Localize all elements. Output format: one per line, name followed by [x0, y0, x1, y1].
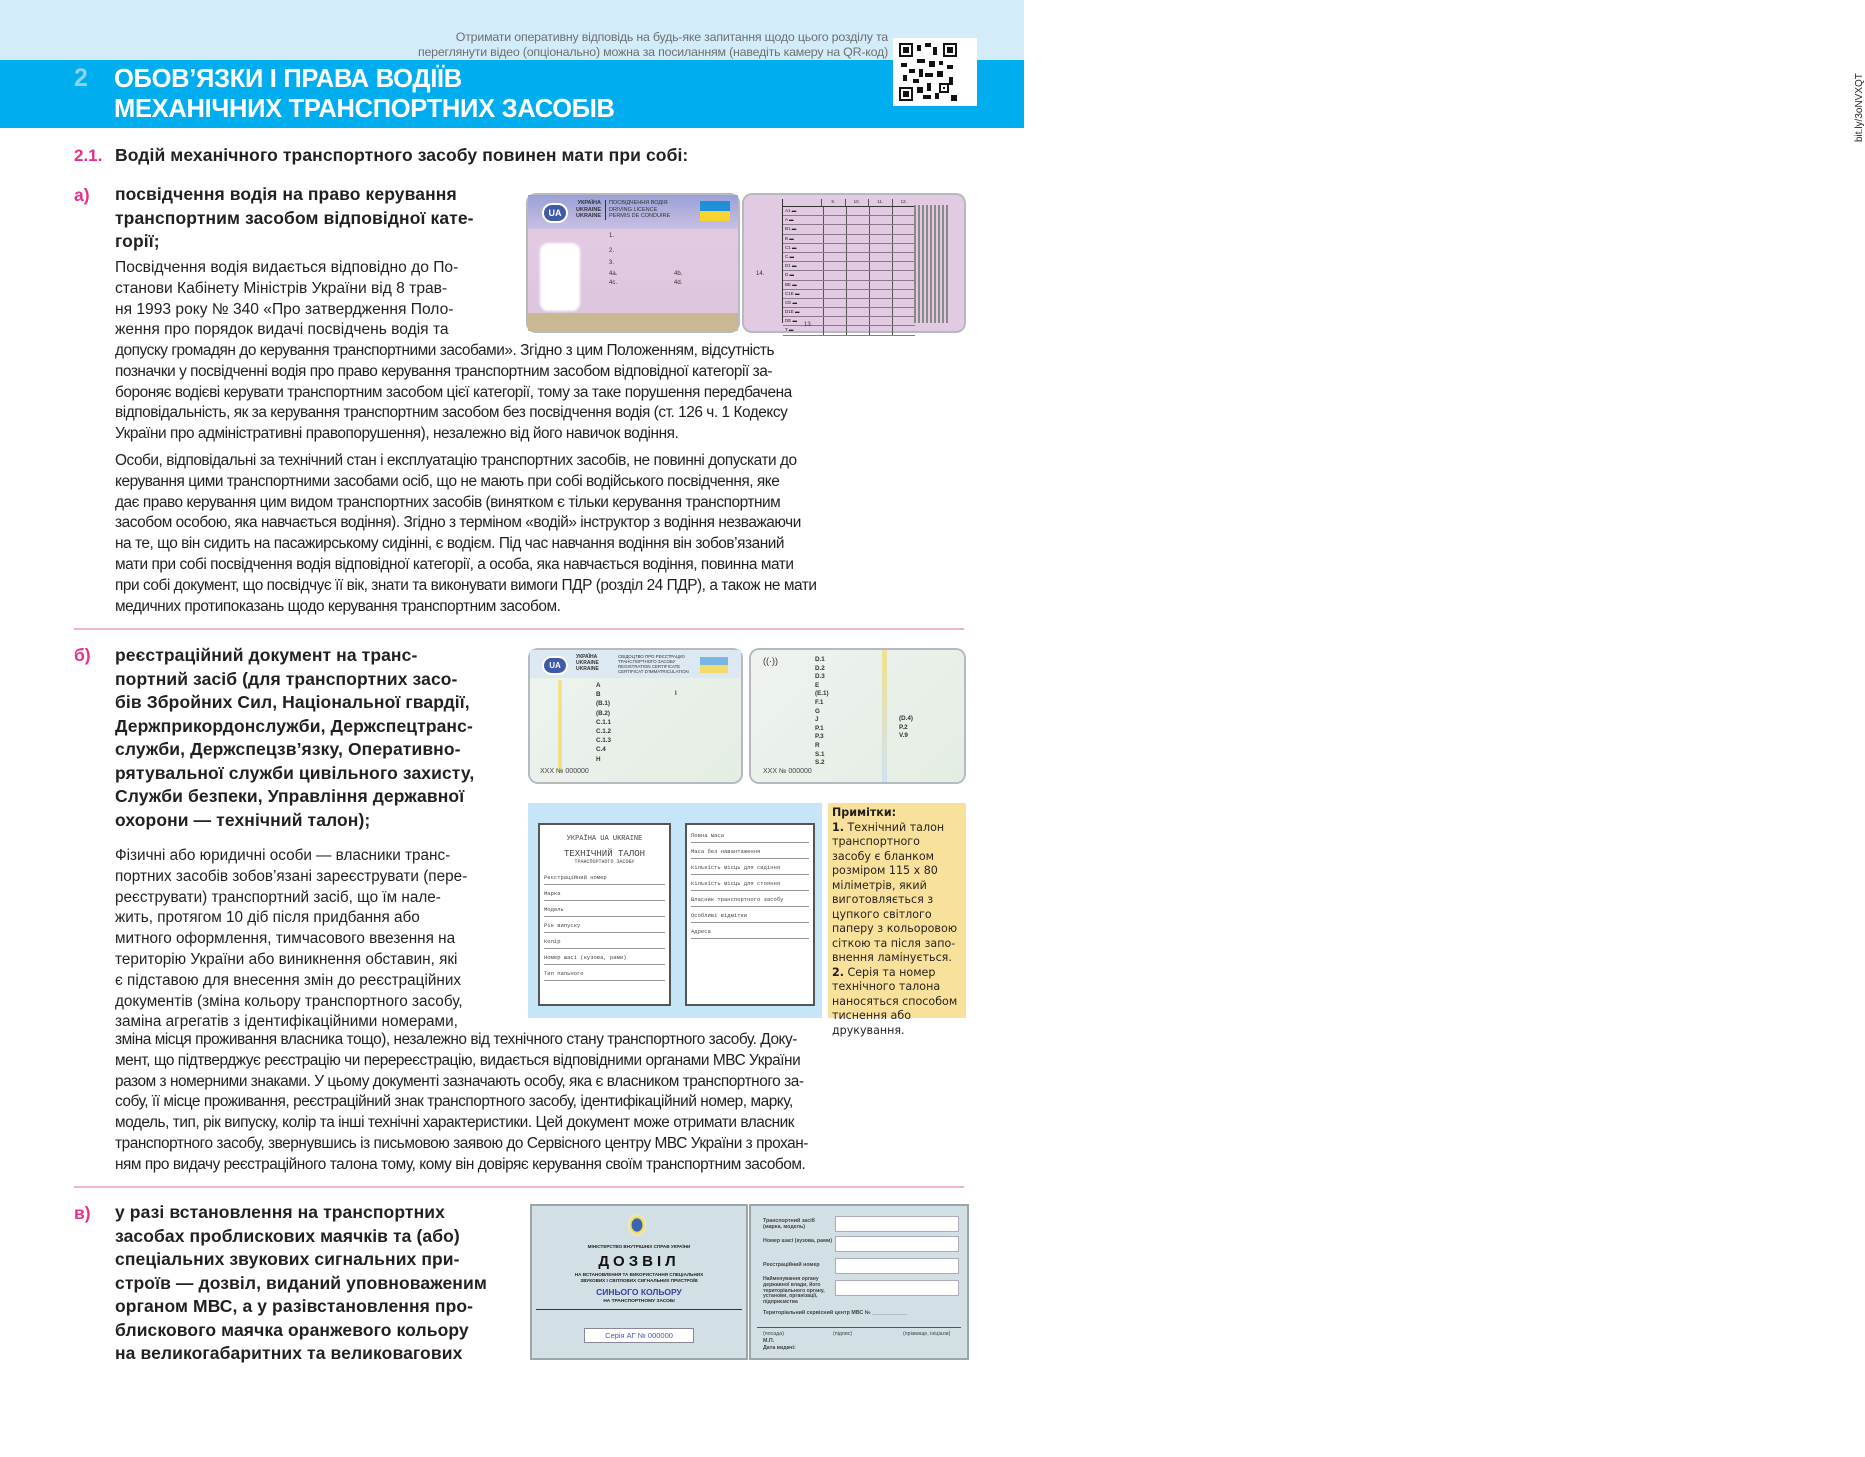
reg-yellow-stripe [558, 680, 562, 772]
permit-color: СИНЬОГО КОЛЬОРУ [596, 1287, 682, 1297]
licence-title: ПОСВІДЧЕННЯ ВОДІЯ DRIVING LICENCE PERMIS DE CONDUIRE [605, 200, 670, 220]
licence-category: T ▬ [785, 327, 794, 333]
reg-code: F.1 [815, 698, 824, 706]
licence-bottom-band [528, 313, 738, 331]
reg-code: P.1 [815, 724, 824, 732]
reg-code: J [815, 716, 819, 724]
licence-barcode-stripes [914, 205, 948, 323]
licence-category-table [782, 199, 915, 333]
item-c-heading: у разі встановлення на транспортних засобах проблискових маячків та (або) спеціальних звукових сигнальних при- строїв — дозвіл, виданий уповноваженим органом МВС, а у разівстановлення про- блискового маячка оранжевого кольору на великогабаритних та великовагових [115, 1202, 487, 1363]
police-emblem-icon [628, 1214, 646, 1236]
licence-category-row [783, 299, 915, 308]
reg-code: C.1.2 [596, 728, 612, 736]
nfc-icon: ((·)) [763, 656, 778, 666]
reg-serial: XXX № 000000 [540, 768, 589, 775]
reg-code: C.1.1 [596, 718, 612, 726]
talon-field: Повна маса [691, 832, 809, 843]
reg-country: УКРАЇНА UKRAINE UKRAINE [576, 654, 599, 672]
talon-right-page [685, 823, 815, 1006]
reg-code: R [815, 741, 820, 749]
licence-category-row [783, 225, 915, 234]
registration-certificate-front-image [530, 650, 741, 782]
item-b-paragraph-narrow: Фізичні або юридичні особи — власники транс- портних засобів зобов’язані зареєструвати (пере- реєструвати) транспортний засіб, що їм нале- жить, протягом 10 діб після придбання або митного оформлення, тимчасового ввезення на територію України або виникнення обставин, які є підставою для внесення змін до реєстраційних документів (зміна кольору транспортного засобу, заміна агрегатів з ідентифікаційними номерами, [115, 847, 468, 1031]
ua-emblem-icon: UA [542, 203, 568, 223]
separator [74, 628, 964, 630]
licence-category: A1 ▬ [785, 208, 797, 213]
licence-category: B1 ▬ [785, 226, 797, 232]
permit-field-chassis[interactable] [835, 1236, 959, 1252]
licence-category: C1E ▬ [785, 290, 800, 296]
licence-category: B ▬ [785, 235, 794, 241]
talon-field: Кількість місць для стояння [691, 880, 809, 891]
ukraine-flag-icon [700, 657, 728, 673]
item-b-marker: б) [74, 645, 91, 665]
permit-title: ДОЗВІЛ [598, 1253, 680, 1270]
item-a-paragraph-2: Особи, відповідальні за технічний стан і експлуатацію транспортних засобів, не повинні допускати до керування цими транспортними засобами осіб, що не мають при собі водійського посвідчення, яке дає право керування цим видом транспортних засобів (винятком є тільки керування транспортним засобом особою, яка навчається водіння). Згідно з терміном «водій» інструктор з водіння незважаючи на те, що він сидить на пасажирському сидінні, є водієм. Під час навчання водіння він зобов’язаний мати при собі посвідчення водія відповідної категорії, а особа, яка навчається водіння, повинна мати при собі документ, що посвідчує її вік, знати та виконувати вимоги ПДР (розділ 24 ПДР), а також не мати медичних протипоказань щодо керування транспортним засобом. [115, 452, 817, 615]
licence-category-row [783, 253, 915, 262]
chapter-title: ОБОВ’ЯЗКИ І ПРАВА ВОДІЇВ МЕХАНІЧНИХ ТРАНСПОРТНИХ ЗАСОБІВ [114, 65, 615, 123]
reg-code: B [596, 691, 601, 699]
reg-code: P.2 [899, 723, 908, 731]
item-b-heading: реєстраційний документ на транс- портний засіб (для транспортних засо- бів Збройних Сил, Національної гвардії, Держприкордонслужби, Держспецтранс- служби, Держспецзв’язку, Оперативно- рятувальної служби цивільного захисту, Служби безпеки, Управління державної охорони — технічний талон); [115, 645, 475, 830]
licence-category-row [783, 326, 915, 335]
talon-field: Реєстраційний номер [544, 874, 665, 885]
qr-code[interactable] [893, 38, 1865, 142]
talon-field: Номер шасі (кузова, рами) [544, 954, 665, 965]
licence-category-row [783, 207, 915, 216]
photo-placeholder [540, 243, 580, 311]
talon-left-page: УКРАЇНА UA UKRAINE ТЕХНІЧНИЙ ТАЛОН ТРАНСПОРТНОГО ЗАСОБУ Реєстраційний номер Марка Модель Рік випуску Колір Номер шасі (кузова, рами) Тип пального [538, 823, 671, 1006]
reg-code: C.4 [596, 746, 606, 754]
permit-back-image: Транспортний засіб (марка, модель) Номер шасі (кузова, рами) Реєстраційний номер Найменування органу державної влади, його територіального органу, установи, організації, підприємства Територіальний сервісний центр МВС № ____________ (посада) (підпис) (прізвище, ініціали) М.П. Дата видачі: [749, 1204, 969, 1360]
item-a-paragraph-1-narrow: Посвідчення водія видається відповідно до По- станови Кабінету Міністрів України від 8 трав- ня 1993 року № 340 «Про затвердження Поло- ження про порядок видачі посвідчень водія та [115, 259, 459, 339]
item-a-marker: а) [74, 185, 90, 205]
reg-code: D.1 [815, 656, 825, 663]
notes-box [828, 803, 966, 1037]
reg-code: A [596, 682, 601, 689]
licence-category-row [783, 244, 915, 253]
notes-title: Примітки: [832, 806, 897, 819]
talon-field: Модель [544, 906, 665, 917]
licence-category: BE ▬ [785, 281, 797, 287]
licence-category: CE ▬ [785, 299, 798, 305]
licence-category: D1 ▬ [785, 263, 797, 269]
talon-field: Тип пального [544, 970, 665, 981]
talon-field: Кількість місць для сидіння [691, 864, 809, 875]
separator [74, 1186, 964, 1188]
qr-code-icon [899, 43, 957, 101]
note-item: 2. Серія та номер технічного талона наносяться способом тиснення або друкування. [832, 965, 958, 1037]
qr-link[interactable]: bit.ly/3oNVXQT [1854, 73, 1865, 142]
licence-category-row [783, 290, 915, 299]
registration-certificate-back-image [751, 650, 964, 782]
licence-category: A ▬ [785, 217, 794, 223]
licence-category-row [783, 271, 915, 280]
driving-licence-front-image: UA УКРАЇНА UKRAINE UKRAINE ПОСВІДЧЕННЯ ВОДІЯ DRIVING LICENCE PERMIS DE CONDUIRE 1. 2. 3. 4a. 4c. 4b. 4d. [528, 195, 738, 331]
reg-code: (B.1) [596, 700, 610, 708]
reg-back-serial: XXX № 000000 [763, 768, 812, 775]
item-a-paragraph-1-wide: допуску громадян до керування транспортними засобами». Згідно з цим Положенням, відсутність позначки у посвідченні водія про право керування транспортним засобом відповідної категорії за- бороняє водієві керувати транспортним засобом цієї категорії, тому за таке порушення передбачена відповідальність, як за керування транспортним засобом без посвідчення водія (ст. 126 ч. 1 Кодексу України про адміністративні правопорушення), незалежно від його навичок водіння. [115, 342, 792, 443]
licence-country: УКРАЇНА UKRAINE UKRAINE [576, 200, 602, 219]
reg-code: E [815, 681, 820, 689]
technical-talon-image [528, 803, 822, 1018]
permit-field-authority[interactable] [835, 1280, 959, 1296]
reg-code: S.2 [815, 759, 825, 767]
permit-field-reg-number[interactable] [835, 1258, 959, 1274]
reg-code-i: I [675, 691, 677, 697]
permit-front-image: МІНІСТЕРСТВО ВНУТРІШНІХ СПРАВ УКРАЇНИ ДОЗВІЛ НА ВСТАНОВЛЕННЯ ТА ВИКОРИСТАННЯ СПЕЦІАЛЬНИХ ЗВУКОВИХ І СВІТЛОВИХ СИГНАЛЬНИХ ПРИСТРОЇВ СИНЬОГО КОЛЬОРУ НА ТРАНСПОРТНОМУ ЗАСОБІ Серія АГ № 000000 [530, 1204, 748, 1360]
reg-code: V.9 [899, 732, 908, 740]
licence-category-row [783, 308, 915, 317]
reg-code: S.1 [815, 750, 825, 758]
licence-category: C ▬ [785, 253, 794, 259]
reg-code: (B.2) [596, 709, 610, 717]
licence-column-header: 9. [821, 199, 845, 206]
qr-note: Отримати оперативну відповідь на будь-яке запитання щодо цього розділу та переглянути відео (опціонально) можна за посиланням (наведіть камеру на QR-код) [417, 30, 888, 59]
talon-field: Особливі відмітки [691, 912, 809, 923]
licence-category-row [783, 281, 915, 290]
reg-code: C.1.3 [596, 737, 612, 745]
reg-stripe [882, 650, 887, 782]
licence-category: DE ▬ [785, 318, 798, 324]
chapter-number: 2 [74, 64, 88, 92]
reg-title: СВІДОЦТВО ПРО РЕЄСТРАЦІЮ ТРАНСПОРТНОГО ЗАСОБУ REGISTRATION CERTIFICATE CERTIFICAT D'IMMATRICULATION [618, 654, 689, 674]
reg-back-codes-right [899, 715, 913, 741]
reg-code: D.2 [815, 664, 825, 672]
ukraine-flag-icon [700, 201, 730, 221]
licence-category: D ▬ [785, 272, 794, 278]
licence-category: D1E ▬ [785, 309, 800, 315]
talon-field: Колір [544, 938, 665, 949]
talon-field: Адреса [691, 928, 809, 939]
reg-code: H [596, 755, 601, 763]
licence-category-row [783, 262, 915, 271]
talon-field: Марка [544, 890, 665, 901]
reg-code: D.3 [815, 673, 825, 681]
talon-field: Власник транспортного засобу [691, 896, 809, 907]
section-number: 2.1. [74, 146, 103, 165]
licence-column-header: 10. [845, 199, 869, 206]
permit-serial: Серія АГ № 000000 [584, 1328, 694, 1343]
ua-emblem-icon: UA [542, 656, 568, 675]
licence-column-header: 12. [892, 199, 916, 206]
permit-field-vehicle[interactable] [835, 1216, 959, 1232]
talon-field: Рік випуску [544, 922, 665, 933]
driving-licence-back-image: 9. 10. 11. 12. A1 ▬ A ▬ B1 ▬ B ▬ C1 ▬ C ▬ D1 ▬ D ▬ BE ▬ C1E ▬ CE ▬ D1E ▬ DE ▬ T ▬ 14. 13. [744, 195, 964, 331]
licence-category-row [783, 235, 915, 244]
reg-code: (E.1) [815, 690, 829, 698]
licence-table-header [783, 199, 915, 207]
talon-field: Маса без навантаження [691, 848, 809, 859]
licence-category-row [783, 317, 915, 326]
item-b-paragraph-wide: зміна місця проживання власника тощо), незалежно від технічного стану транспортного засобу. Доку- мент, що підтверджує реєстрацію чи перереєстрацію, видається відповідними органами МВС України разом з номерними знаками. У цьому документі зазначають особу, яка є власником транспортного за- собу, її місце проживання, реєстраційний знак транспортного засобу, ідентифікаційний номер, марку, модель, тип, рік випуску, колір та інші технічні характеристики. Цей документ може отримати власник транспортного засобу, звернувшись із письмовою заявою до Сервісного центру МВС України з прохан- ням про видачу реєстраційного талона тому, кому він довіряє керування своїм транспортним засобом. [115, 1031, 808, 1173]
item-c-marker: в) [74, 1203, 91, 1223]
section-title: Водій механічного транспортного засобу повинен мати при собі: [115, 145, 689, 165]
licence-category: C1 ▬ [785, 244, 797, 250]
licence-column-header: 11. [868, 199, 892, 206]
reg-code: P.3 [815, 733, 824, 741]
reg-back-codes-left [815, 656, 829, 768]
reg-code: G [815, 707, 820, 715]
reg-codes [596, 681, 611, 764]
reg-code: (D.4) [899, 715, 913, 722]
note-item: 1. Технічний талон транспортного засобу є бланком розміром 115 x 80 міліметрів, який виготовляється з цупкого світлого паперу з кольоровою сіткою та після запо-внення ламінується. [832, 820, 958, 964]
licence-category-row [783, 216, 915, 225]
item-a-heading: посвідчення водія на право керування транспортним засобом відповідної кате- горії; [115, 184, 474, 251]
